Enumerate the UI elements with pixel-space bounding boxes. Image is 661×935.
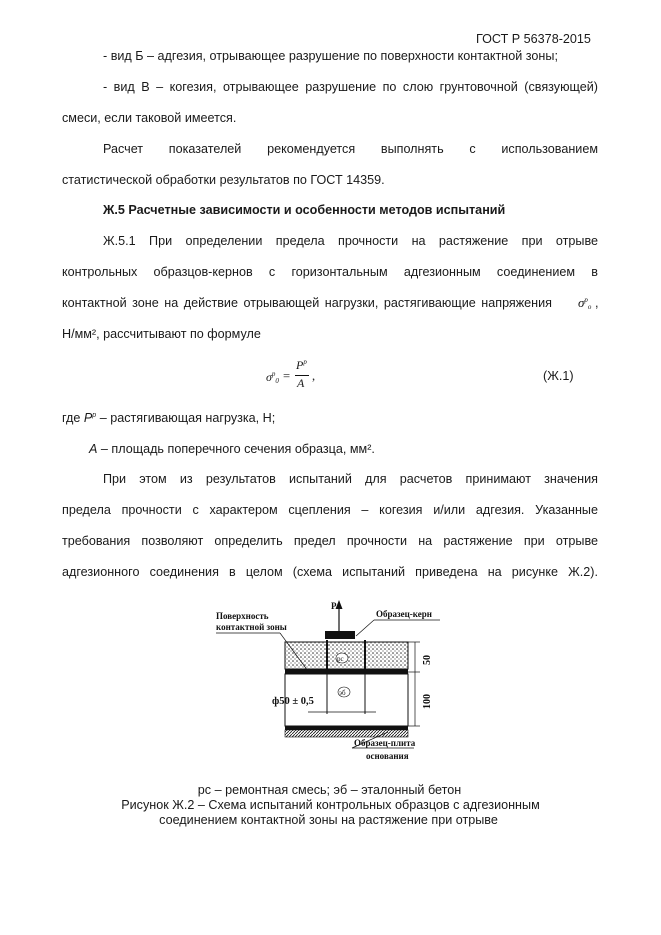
- load-label: P: [331, 601, 337, 611]
- load-arrow-head: [336, 600, 343, 609]
- paragraph-calc-line1: Расчет показателей рекомендуется выполнять с использованием: [103, 142, 598, 156]
- formula-j1: [266, 358, 326, 392]
- sigma-inline-symbol: [578, 295, 591, 311]
- base-plate-hatch: [285, 730, 408, 737]
- where-symbol-a: А: [89, 442, 98, 456]
- list-item-type-v-line2: смеси, если таковой имеется.: [62, 111, 237, 125]
- layer-bottom-code: эб: [339, 689, 346, 697]
- figure-caption-line1: Рисунок Ж.2 – Схема испытаний контрольных образцов с адгезионным: [121, 798, 540, 812]
- paragraph-2-line3: требования позволяют определить предел прочности на растяжение при отрыве: [62, 534, 598, 548]
- base-plate: [285, 726, 408, 730]
- surface-label-line2: контактной зоны: [216, 622, 287, 632]
- figure-legend: рс – ремонтная смесь; эб – эталонный бетон: [197, 783, 462, 797]
- contact-zone: [285, 669, 408, 674]
- loading-plate: [325, 631, 355, 639]
- core-label: Образец-керн: [376, 609, 432, 619]
- formula-numerator: $P^р$: [296, 358, 307, 372]
- dim-top-label: 50: [422, 655, 433, 665]
- figure-caption-line2: соединением контактной зоны на растяжение при отрыве: [159, 813, 498, 827]
- figure-test-scheme: [208, 596, 468, 774]
- formula-number: (Ж.1): [543, 369, 574, 383]
- formula-equals: =: [283, 369, 291, 383]
- surface-label-line1: Поверхность: [216, 611, 269, 621]
- sigma-base: σ: [578, 295, 585, 310]
- formula-sigma: $\sigma^р_0$: [266, 370, 279, 385]
- paragraph-1-line2: контрольных образцов-кернов с горизонтальным адгезионным соединением в: [62, 265, 598, 279]
- where-line-p: где $Р^р$ – растягивающая нагрузка, Н;: [62, 411, 276, 425]
- paragraph-2-line2: предела прочности с характером сцепления – когезия и/или адгезия. Указанные: [62, 503, 598, 517]
- where-symbol-p: $Р^р$: [83, 411, 97, 425]
- list-item-type-v-line1: - вид В – когезия, отрывающее разрушение по слою грунтовочной (связующей): [103, 80, 598, 94]
- document-code: ГОСТ Р 56378-2015: [476, 32, 591, 46]
- plate-label-line1: Образец-плита: [354, 738, 416, 748]
- paragraph-calc-line2: статистической обработки результатов по ГОСТ 14359.: [62, 173, 385, 187]
- where-line-a: А – площадь поперечного сечения образца, мм².: [89, 442, 375, 456]
- formula-denominator: A: [297, 376, 305, 390]
- list-item-type-b: - вид Б – адгезия, отрывающее разрушение по поверхности контактной зоны;: [103, 49, 558, 63]
- core-label-leader: [356, 620, 374, 636]
- formula-comma: ,: [312, 369, 316, 383]
- sigma-sub: о: [587, 303, 592, 311]
- plate-label-line2: основания: [366, 751, 409, 761]
- paragraph-2-line4: адгезионного соединения в целом (схема испытаний приведена на рисунке Ж.2).: [62, 565, 598, 579]
- layer-top-code: рс: [337, 655, 344, 663]
- paragraph-1-line3: контактной зоне на действие отрывающей нагрузки, растягивающие напряжения: [62, 296, 552, 310]
- sigma-sup: р: [584, 296, 588, 304]
- diameter-label: ф50 ± 0,5: [272, 696, 314, 707]
- section-heading: Ж.5 Расчетные зависимости и особенности методов испытаний: [103, 203, 506, 217]
- sigma-inline-comma: ,: [595, 296, 599, 310]
- dim-bottom-label: 100: [422, 694, 433, 709]
- paragraph-1-line4: Н/мм², рассчитывают по формуле: [62, 327, 261, 341]
- paragraph-2-line1: При этом из результатов испытаний для расчетов принимают значения: [103, 472, 598, 486]
- paragraph-1-line1: Ж.5.1 При определении предела прочности на растяжение при отрыве: [103, 234, 598, 248]
